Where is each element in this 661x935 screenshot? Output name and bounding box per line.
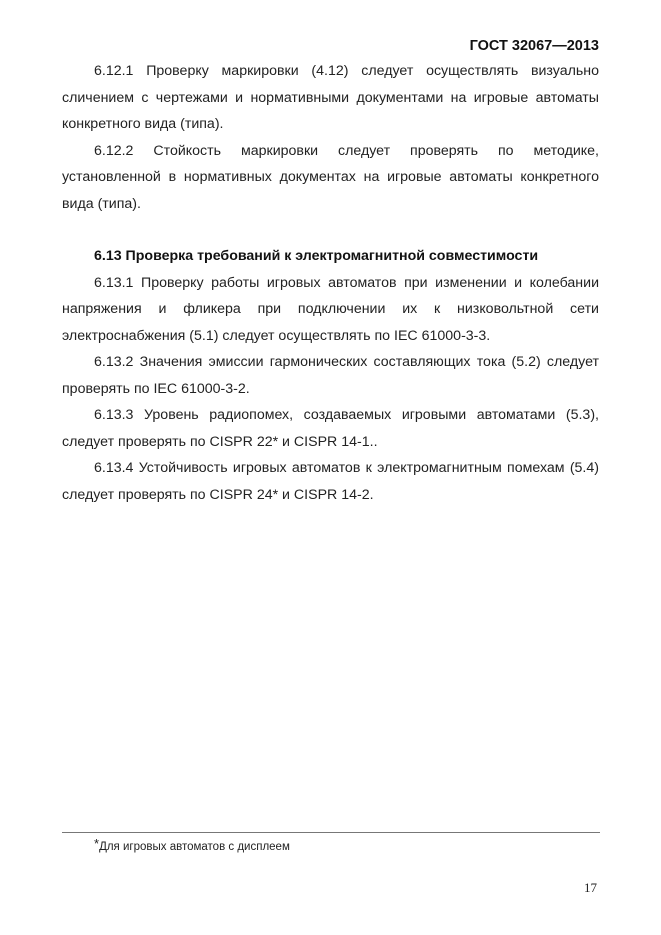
footnote xyxy=(94,836,290,853)
body-text xyxy=(62,58,599,508)
paragraph-6-13-3: 6.13.3 Уровень радиопомех, создаваемых игровыми автоматами (5.3), следует проверять по CISPR 22* и CISPR 14-1.. xyxy=(62,407,599,450)
footnote-separator xyxy=(62,832,600,833)
paragraph-6-13-1: 6.13.1 Проверку работы игровых автоматов при изменении и колебании напряжения и фликера при подключении их к низковольтной сети электроснабжения (5.1) следует осуществлять по IEC 61000-3-3. xyxy=(62,274,599,344)
paragraph-6-13-2: 6.13.2 Значения эмиссии гармонических составляющих тока (5.2) следует проверять по IEC 61000-3-2. xyxy=(62,354,599,397)
paragraph-6-12-2: 6.12.2 Стойкость маркировки следует проверять по методике, установленной в нормативных документах на игровые автоматы конкретного вида (типа). xyxy=(62,142,599,212)
page-number: 17 xyxy=(584,880,597,895)
paragraph-6-13-4: 6.13.4 Устойчивость игровых автоматов к электромагнитным помехам (5.4) следует проверять по CISPR 24* и CISPR 14-2. xyxy=(62,460,599,503)
standard-header: ГОСТ 32067—2013 xyxy=(469,38,599,54)
footnote-text: Для игровых автоматов с дисплеем xyxy=(99,841,290,853)
footnote-mark: * xyxy=(94,836,100,851)
paragraph-6-12-1: 6.12.1 Проверку маркировки (4.12) следует осуществлять визуально сличением с чертежами и нормативными документами на игровые автоматы конкретного вида (типа). xyxy=(62,63,599,132)
section-heading-6-13: 6.13 Проверка требований к электромагнитной совместимости xyxy=(94,248,539,264)
